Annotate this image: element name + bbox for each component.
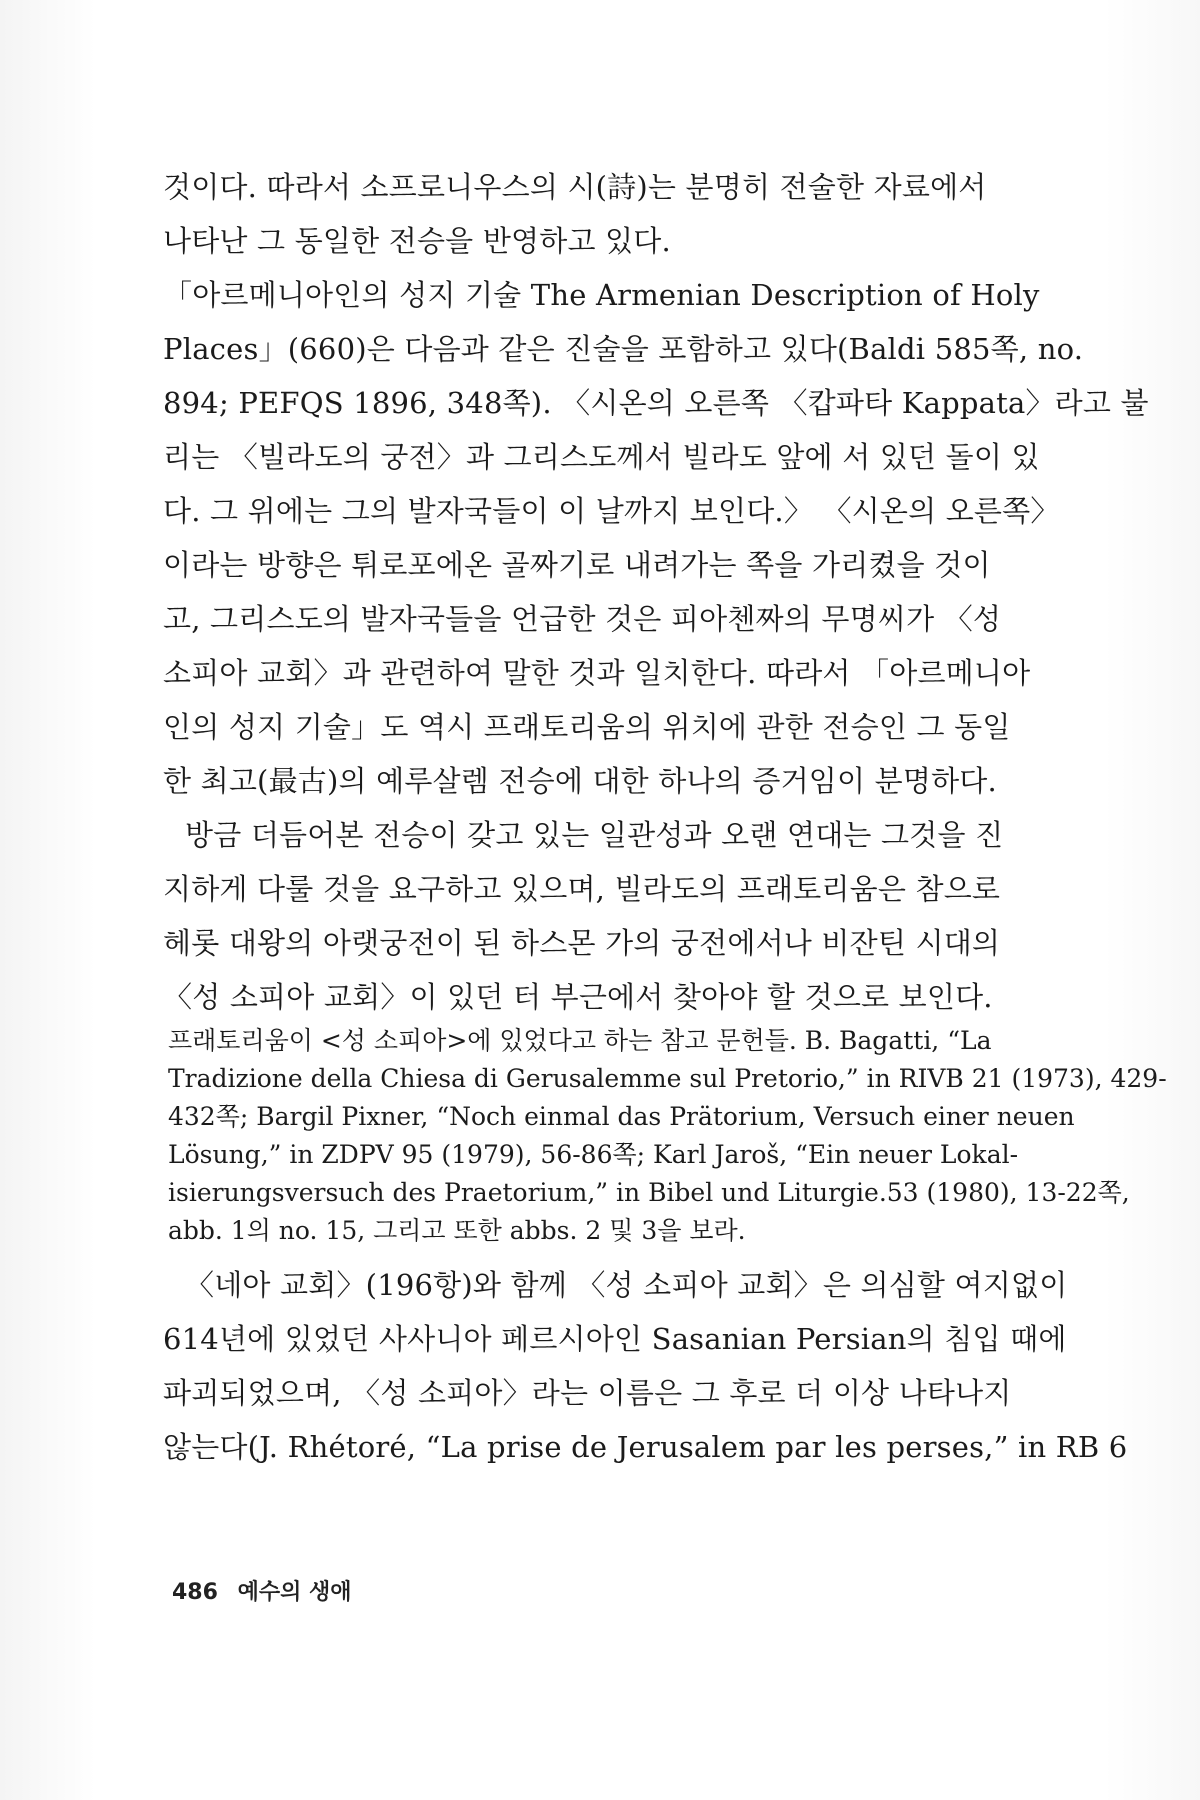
text-line: 지하게 다룰 것을 요구하고 있으며, 빌라도의 프래토리움은 참으로 [163, 872, 1001, 906]
text-line: 614년에 있었던 사사니아 페르시아인 Sasanian Persian의 침입 때에 [163, 1322, 1067, 1356]
text-line: 파괴되었으며, 〈성 소피아〉라는 이름은 그 후로 더 이상 나타나지 [163, 1376, 1012, 1410]
text-line: 〈성 소피아 교회〉이 있던 터 부근에서 찾아야 할 것으로 보인다. [163, 980, 993, 1014]
text-line: 〈네아 교회〉(196항)와 함께 〈성 소피아 교회〉은 의심할 여지없이 [185, 1268, 1068, 1302]
text-line: 고, 그리스도의 발자국들을 언급한 것은 피아첸짜의 무명씨가 〈성 [163, 602, 1002, 636]
text-line: Places」(660)은 다음과 같은 진술을 포함하고 있다(Baldi 585쪽, no. [163, 332, 1084, 366]
text-line: 것이다. 따라서 소프로니우스의 시(詩)는 분명히 전술한 자료에서 [163, 170, 987, 204]
text-line: 소피아 교회〉과 관련하여 말한 것과 일치한다. 따라서 「아르메니아 [163, 656, 1031, 690]
text-line: 이라는 방향은 튀로포에온 골짜기로 내려가는 쪽을 가리켰을 것이 [163, 548, 991, 582]
footnote-block [168, 1022, 1167, 1250]
lower-text-block [163, 1258, 1128, 1474]
footnote-line: isierungsversuch des Praetorium,” in Bibel und Liturgie.53 (1980), 13-22쪽, [168, 1178, 1130, 1207]
text-line: 한 최고(最古)의 예루살렘 전승에 대한 하나의 증거임이 분명하다. [163, 764, 997, 798]
text-line: 헤롯 대왕의 아랫궁전이 된 하스몬 가의 궁전에서나 비잔틴 시대의 [163, 926, 1001, 960]
text-line: 리는 〈빌라도의 궁전〉과 그리스도께서 빌라도 앞에 서 있던 돌이 있 [163, 440, 1040, 474]
text-line: 나타난 그 동일한 전승을 반영하고 있다. [163, 224, 671, 258]
text-line: 않는다(J. Rhétoré, “La prise de Jerusalem par les perses,” in RB 6 [163, 1430, 1128, 1464]
footnote-line: abb. 1의 no. 15, 그리고 또한 abbs. 2 및 3을 보라. [168, 1216, 746, 1245]
main-text-block [163, 160, 1149, 1024]
footnote-line: Lösung,” in ZDPV 95 (1979), 56-86쪽; Karl Jaroš, “Ein neuer Lokal- [168, 1140, 1019, 1169]
footnote-line: Tradizione della Chiesa di Gerusalemme sul Pretorio,” in RIVB 21 (1973), 429- [168, 1064, 1167, 1093]
text-line: 인의 성지 기술」도 역시 프래토리움의 위치에 관한 전승인 그 동일 [163, 710, 1011, 744]
page-number: 486 [172, 1580, 218, 1605]
text-line: 다. 그 위에는 그의 발자국들이 이 날까지 보인다.〉 〈시온의 오른쪽〉 [163, 494, 1060, 528]
footnote-line: 432쪽; Bargil Pixner, “Noch einmal das Prätorium, Versuch einer neuen [168, 1102, 1075, 1131]
text-line: 「아르메니아인의 성지 기술 The Armenian Description of Holy [163, 278, 1040, 312]
footnote-line: 프래토리움이 <성 소피아>에 있었다고 하는 참고 문헌들. B. Bagatti, “La [168, 1026, 992, 1055]
running-title: 예수의 생애 [237, 1580, 352, 1605]
text-line: 방금 더듬어본 전승이 갖고 있는 일관성과 오랜 연대는 그것을 진 [185, 818, 1004, 852]
page-footer [172, 1575, 364, 1606]
text-line: 894; PEFQS 1896, 348쪽). 〈시온의 오른쪽 〈캅파타 Kappata〉라고 불 [163, 386, 1149, 420]
